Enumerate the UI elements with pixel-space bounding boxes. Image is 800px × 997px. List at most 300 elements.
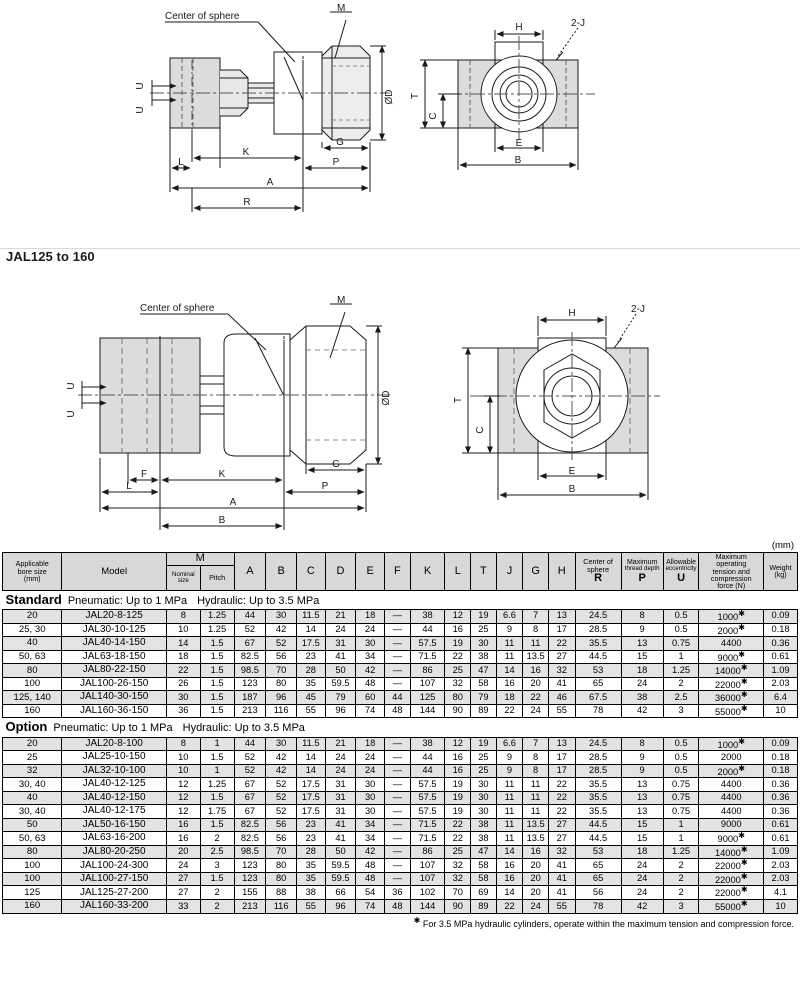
- cell-J: 18: [496, 691, 523, 705]
- drawing-small-bore-svg: [0, 0, 800, 240]
- label-P-1: P: [332, 157, 340, 168]
- cell-U: 0.5: [663, 737, 699, 751]
- cell-H: 17: [548, 764, 575, 778]
- cell-E: 24: [356, 623, 385, 637]
- cell-J: 11: [496, 791, 523, 805]
- cell-K: 107: [410, 859, 445, 873]
- label-K-2: K: [218, 469, 226, 480]
- cell-D: 31: [325, 791, 356, 805]
- label-T-1: T: [410, 92, 421, 100]
- cell-B: 70: [266, 845, 297, 859]
- cell-pitch: 1.5: [200, 751, 234, 765]
- cell-bore-size: 20: [3, 737, 62, 751]
- cell-nominal: 33: [166, 900, 200, 914]
- footnote-text: For 3.5 MPa hydraulic cylinders, operate within the maximum tension and compression force.: [422, 918, 794, 929]
- cell-C: 23: [296, 832, 325, 846]
- table-row: [3, 623, 798, 637]
- cell-E: 48: [356, 872, 385, 886]
- cell-B: 30: [266, 609, 297, 623]
- cell-B: 88: [266, 886, 297, 900]
- header-force-line5: force (N): [717, 581, 746, 591]
- cell-D: 41: [325, 818, 356, 832]
- cell-L: 19: [445, 778, 471, 792]
- cell-pitch: 1.5: [200, 791, 234, 805]
- cell-max-force: 22000✱: [699, 886, 764, 900]
- cell-max-force: 14000✱: [699, 664, 764, 678]
- header-U-letter: U: [677, 571, 686, 584]
- label-M-2: M: [337, 295, 346, 306]
- header-allowable-eccentricity-U: [663, 553, 699, 591]
- cell-L: 25: [445, 664, 471, 678]
- cell-pitch: 1.5: [200, 704, 234, 718]
- cell-A: 82.5: [234, 650, 266, 664]
- cell-L: 22: [445, 832, 471, 846]
- label-C-1: C: [428, 112, 439, 120]
- cell-F: —: [385, 623, 411, 637]
- cell-C: 45: [296, 691, 325, 705]
- cell-K: 125: [410, 691, 445, 705]
- cell-A: 67: [234, 791, 266, 805]
- unit-label: (mm): [771, 540, 794, 551]
- cell-nominal: 27: [166, 872, 200, 886]
- cell-A: 123: [234, 859, 266, 873]
- table-row: [3, 845, 798, 859]
- cell-F: —: [385, 805, 411, 819]
- force-asterisk: ✱: [740, 690, 748, 700]
- cell-model: JAL30-10-125: [62, 623, 166, 637]
- group-header-cell: [3, 718, 798, 737]
- cell-G: 13.5: [523, 832, 549, 846]
- cell-B: 80: [266, 859, 297, 873]
- cell-pitch: 1.5: [200, 872, 234, 886]
- cell-G: 16: [523, 664, 549, 678]
- cell-bore-size: 30, 40: [3, 805, 62, 819]
- cell-bore-size: 100: [3, 677, 62, 691]
- cell-T: 25: [471, 623, 497, 637]
- force-asterisk: ✱: [740, 871, 748, 881]
- cell-E: 74: [356, 704, 385, 718]
- label-U-1a: U: [135, 82, 146, 90]
- header-m-nominal-size: [166, 566, 200, 591]
- header-E: E: [356, 553, 385, 591]
- cell-K: 144: [410, 704, 445, 718]
- cell-P: 13: [621, 778, 663, 792]
- cell-model: JAL25-10-150: [62, 751, 166, 765]
- cell-nominal: 26: [166, 677, 200, 691]
- cell-weight: 1.09: [764, 664, 798, 678]
- cell-weight: 0.18: [764, 623, 798, 637]
- table-row: [3, 886, 798, 900]
- cell-E: 30: [356, 791, 385, 805]
- cell-B: 42: [266, 751, 297, 765]
- cell-R: 78: [575, 900, 621, 914]
- cell-max-force: 4400: [699, 791, 764, 805]
- cell-max-force: 9000✱: [699, 650, 764, 664]
- cell-C: 17.5: [296, 805, 325, 819]
- cell-T: 25: [471, 764, 497, 778]
- cell-model: JAL100-27-150: [62, 872, 166, 886]
- force-asterisk: ✱: [740, 885, 748, 895]
- cell-pitch: 1: [200, 764, 234, 778]
- cell-J: 6.6: [496, 609, 523, 623]
- cell-K: 57.5: [410, 778, 445, 792]
- cell-max-force: 22000✱: [699, 872, 764, 886]
- cell-model: JAL40-14-150: [62, 637, 166, 651]
- cell-max-force: 36000✱: [699, 691, 764, 705]
- cell-weight: 1.09: [764, 845, 798, 859]
- cell-J: 9: [496, 623, 523, 637]
- group-title: Standard: [5, 591, 62, 607]
- cell-D: 24: [325, 751, 356, 765]
- cell-bore-size: 125, 140: [3, 691, 62, 705]
- cell-H: 13: [548, 737, 575, 751]
- cell-weight: 10: [764, 704, 798, 718]
- cell-D: 96: [325, 900, 356, 914]
- label-B-1: B: [514, 155, 522, 166]
- group-header-row: [3, 590, 798, 609]
- cell-G: 11: [523, 791, 549, 805]
- cell-bore-size: 25, 30: [3, 623, 62, 637]
- cell-B: 52: [266, 805, 297, 819]
- cell-E: 54: [356, 886, 385, 900]
- label-R-1: R: [243, 197, 251, 208]
- cell-U: 1.25: [663, 845, 699, 859]
- cell-G: 11: [523, 805, 549, 819]
- cell-D: 24: [325, 764, 356, 778]
- header-L: L: [445, 553, 471, 591]
- section-heading-block: [0, 248, 800, 264]
- cell-R: 24.5: [575, 609, 621, 623]
- cell-A: 123: [234, 677, 266, 691]
- cell-U: 2: [663, 677, 699, 691]
- cell-G: 8: [523, 751, 549, 765]
- cell-weight: 0.09: [764, 609, 798, 623]
- cell-K: 144: [410, 900, 445, 914]
- table-row: [3, 805, 798, 819]
- force-asterisk: ✱: [740, 663, 748, 673]
- header-C: C: [296, 553, 325, 591]
- cell-model: JAL32-10-100: [62, 764, 166, 778]
- cell-nominal: 10: [166, 623, 200, 637]
- cell-K: 71.5: [410, 818, 445, 832]
- cell-A: 67: [234, 778, 266, 792]
- cell-D: 50: [325, 664, 356, 678]
- force-asterisk: ✱: [740, 858, 748, 868]
- cell-H: 27: [548, 818, 575, 832]
- cell-E: 60: [356, 691, 385, 705]
- cell-weight: 0.36: [764, 805, 798, 819]
- header-m-group: M: [166, 553, 234, 566]
- cell-pitch: 1.25: [200, 623, 234, 637]
- header-bore-size: [3, 553, 62, 591]
- cell-T: 47: [471, 845, 497, 859]
- cell-J: 11: [496, 778, 523, 792]
- cell-A: 155: [234, 886, 266, 900]
- cell-model: JAL100-26-150: [62, 677, 166, 691]
- cell-K: 38: [410, 737, 445, 751]
- specification-table-block: [2, 540, 798, 929]
- cell-P: 18: [621, 664, 663, 678]
- header-R-line2: sphere: [587, 564, 610, 574]
- header-force-line2: operating: [716, 559, 747, 569]
- cell-U: 1: [663, 650, 699, 664]
- table-row: [3, 859, 798, 873]
- header-P-line2: thread depth: [624, 565, 660, 573]
- cell-A: 52: [234, 623, 266, 637]
- header-weight-line2: (kg): [774, 570, 787, 580]
- cell-J: 11: [496, 818, 523, 832]
- cell-C: 35: [296, 872, 325, 886]
- cell-R: 24.5: [575, 737, 621, 751]
- force-asterisk: ✱: [740, 899, 748, 909]
- header-force-line3: tension and: [712, 566, 750, 576]
- cell-B: 42: [266, 623, 297, 637]
- cell-R: 44.5: [575, 832, 621, 846]
- cell-E: 42: [356, 845, 385, 859]
- label-G-1: G: [336, 137, 344, 148]
- cell-model: JAL125-27-200: [62, 886, 166, 900]
- cell-nominal: 36: [166, 704, 200, 718]
- header-m-pitch: Pitch: [200, 566, 234, 591]
- cell-H: 17: [548, 623, 575, 637]
- table-row: [3, 778, 798, 792]
- cell-G: 20: [523, 859, 549, 873]
- header-nominal-line1: Nominal: [171, 570, 195, 578]
- cell-nominal: 20: [166, 845, 200, 859]
- cell-nominal: 12: [166, 791, 200, 805]
- cell-T: 38: [471, 832, 497, 846]
- header-F: F: [385, 553, 411, 591]
- cell-L: 32: [445, 859, 471, 873]
- cell-F: —: [385, 751, 411, 765]
- cell-D: 59.5: [325, 872, 356, 886]
- drawing-set-large-bore: [0, 288, 800, 538]
- cell-G: 8: [523, 764, 549, 778]
- cell-weight: 2.03: [764, 859, 798, 873]
- cell-T: 69: [471, 886, 497, 900]
- cell-P: 15: [621, 818, 663, 832]
- force-asterisk: ✱: [738, 649, 745, 659]
- header-U-line1: Allowable: [666, 558, 697, 566]
- cell-G: 7: [523, 609, 549, 623]
- cell-L: 80: [445, 691, 471, 705]
- header-row-1: [3, 553, 798, 566]
- cell-bore-size: 80: [3, 845, 62, 859]
- cell-K: 107: [410, 677, 445, 691]
- label-P-2: P: [321, 481, 329, 492]
- force-asterisk: ✱: [738, 831, 745, 841]
- cell-D: 31: [325, 637, 356, 651]
- cell-L: 25: [445, 845, 471, 859]
- cell-model: JAL20-8-125: [62, 609, 166, 623]
- footnote-asterisk: ✱: [413, 915, 421, 925]
- label-A-2: A: [229, 497, 237, 508]
- label-oD-1: ØD: [384, 89, 395, 105]
- header-R-line1: Center of: [583, 557, 613, 567]
- cell-D: 41: [325, 650, 356, 664]
- cell-K: 86: [410, 664, 445, 678]
- cell-E: 30: [356, 637, 385, 651]
- cell-L: 19: [445, 805, 471, 819]
- table-row: [3, 737, 798, 751]
- table-row: [3, 872, 798, 886]
- cell-C: 14: [296, 751, 325, 765]
- cell-pitch: 3: [200, 859, 234, 873]
- cell-P: 24: [621, 677, 663, 691]
- specification-table: [2, 552, 798, 914]
- cell-model: JAL63-18-150: [62, 650, 166, 664]
- cell-A: 44: [234, 737, 266, 751]
- cell-R: 44.5: [575, 818, 621, 832]
- cell-U: 0.5: [663, 751, 699, 765]
- group-title: Option: [5, 719, 48, 735]
- cell-E: 34: [356, 650, 385, 664]
- header-model: Model: [62, 553, 166, 591]
- group-pneumatic-rating: Pneumatic: Up to 1 MPa: [67, 594, 188, 607]
- cell-G: 8: [523, 623, 549, 637]
- cell-H: 32: [548, 664, 575, 678]
- cell-R: 35.5: [575, 778, 621, 792]
- group-header-cell: [3, 590, 798, 609]
- table-footnote: [2, 914, 798, 929]
- cell-E: 30: [356, 805, 385, 819]
- cell-P: 38: [621, 691, 663, 705]
- cell-F: —: [385, 778, 411, 792]
- cell-G: 22: [523, 691, 549, 705]
- cell-F: —: [385, 677, 411, 691]
- cell-B: 80: [266, 677, 297, 691]
- cell-F: —: [385, 791, 411, 805]
- cell-B: 30: [266, 737, 297, 751]
- cell-J: 11: [496, 637, 523, 651]
- cell-pitch: 1: [200, 737, 234, 751]
- cell-weight: 0.18: [764, 751, 798, 765]
- cell-pitch: 1.5: [200, 637, 234, 651]
- cell-T: 30: [471, 805, 497, 819]
- cell-U: 0.5: [663, 609, 699, 623]
- label-U-2a: U: [66, 382, 77, 390]
- label-M-1: M: [337, 3, 346, 14]
- cell-F: 48: [385, 900, 411, 914]
- label-A-1: A: [266, 177, 274, 188]
- cell-T: 19: [471, 609, 497, 623]
- cell-T: 58: [471, 677, 497, 691]
- cell-U: 0.5: [663, 623, 699, 637]
- cell-bore-size: 160: [3, 900, 62, 914]
- cell-J: 16: [496, 872, 523, 886]
- cell-bore-size: 30, 40: [3, 778, 62, 792]
- cell-L: 12: [445, 609, 471, 623]
- header-weight-line1: Weight: [769, 563, 792, 573]
- cell-K: 44: [410, 623, 445, 637]
- cell-A: 52: [234, 751, 266, 765]
- label-center-of-sphere-1: Center of sphere: [165, 11, 240, 22]
- cell-L: 19: [445, 637, 471, 651]
- cell-F: —: [385, 845, 411, 859]
- cell-U: 1.25: [663, 664, 699, 678]
- cell-C: 38: [296, 886, 325, 900]
- header-H: H: [548, 553, 575, 591]
- cell-J: 22: [496, 704, 523, 718]
- cell-E: 18: [356, 737, 385, 751]
- cell-A: 82.5: [234, 818, 266, 832]
- cell-pitch: 1.5: [200, 677, 234, 691]
- header-J: J: [496, 553, 523, 591]
- cell-weight: 0.18: [764, 764, 798, 778]
- cell-max-force: 22000✱: [699, 859, 764, 873]
- header-center-of-sphere-R: [575, 553, 621, 591]
- cell-G: 7: [523, 737, 549, 751]
- table-row: [3, 818, 798, 832]
- cell-J: 22: [496, 900, 523, 914]
- cell-P: 9: [621, 764, 663, 778]
- cell-bore-size: 32: [3, 764, 62, 778]
- cell-H: 41: [548, 859, 575, 873]
- cell-model: JAL80-22-150: [62, 664, 166, 678]
- cell-H: 41: [548, 677, 575, 691]
- cell-C: 55: [296, 900, 325, 914]
- cell-G: 13.5: [523, 818, 549, 832]
- cell-nominal: 16: [166, 832, 200, 846]
- cell-P: 8: [621, 609, 663, 623]
- cell-U: 0.75: [663, 778, 699, 792]
- cell-F: —: [385, 872, 411, 886]
- cell-nominal: 18: [166, 650, 200, 664]
- cell-weight: 2.03: [764, 677, 798, 691]
- header-R-letter: R: [594, 572, 603, 585]
- cell-U: 2: [663, 872, 699, 886]
- cell-A: 52: [234, 764, 266, 778]
- cell-T: 38: [471, 650, 497, 664]
- cell-nominal: 12: [166, 778, 200, 792]
- cell-B: 56: [266, 832, 297, 846]
- label-C-2: C: [475, 426, 486, 434]
- drawing-large-bore-svg: [0, 288, 800, 538]
- cell-D: 59.5: [325, 677, 356, 691]
- cell-G: 20: [523, 677, 549, 691]
- cell-F: —: [385, 609, 411, 623]
- cell-J: 11: [496, 832, 523, 846]
- cell-H: 27: [548, 832, 575, 846]
- cell-H: 46: [548, 691, 575, 705]
- cell-C: 35: [296, 859, 325, 873]
- cell-A: 98.5: [234, 845, 266, 859]
- cell-D: 59.5: [325, 859, 356, 873]
- cell-E: 24: [356, 751, 385, 765]
- header-D: D: [325, 553, 356, 591]
- cell-P: 9: [621, 751, 663, 765]
- cell-weight: 4.1: [764, 886, 798, 900]
- cell-bore-size: 40: [3, 791, 62, 805]
- cell-weight: 0.09: [764, 737, 798, 751]
- cell-L: 19: [445, 791, 471, 805]
- group-pneumatic-rating: Pneumatic: Up to 1 MPa: [53, 722, 173, 735]
- table-row: [3, 609, 798, 623]
- header-force-line1: Maximum: [715, 552, 747, 561]
- cell-B: 116: [266, 900, 297, 914]
- cell-bore-size: 100: [3, 859, 62, 873]
- cell-K: 57.5: [410, 805, 445, 819]
- cell-G: 24: [523, 704, 549, 718]
- group-hydraulic-rating: Hydraulic: Up to 3.5 MPa: [197, 594, 320, 607]
- cell-R: 53: [575, 664, 621, 678]
- cell-model: JAL50-16-150: [62, 818, 166, 832]
- cell-P: 42: [621, 704, 663, 718]
- cell-bore-size: 20: [3, 609, 62, 623]
- cell-E: 34: [356, 818, 385, 832]
- cell-L: 32: [445, 677, 471, 691]
- cell-U: 3: [663, 900, 699, 914]
